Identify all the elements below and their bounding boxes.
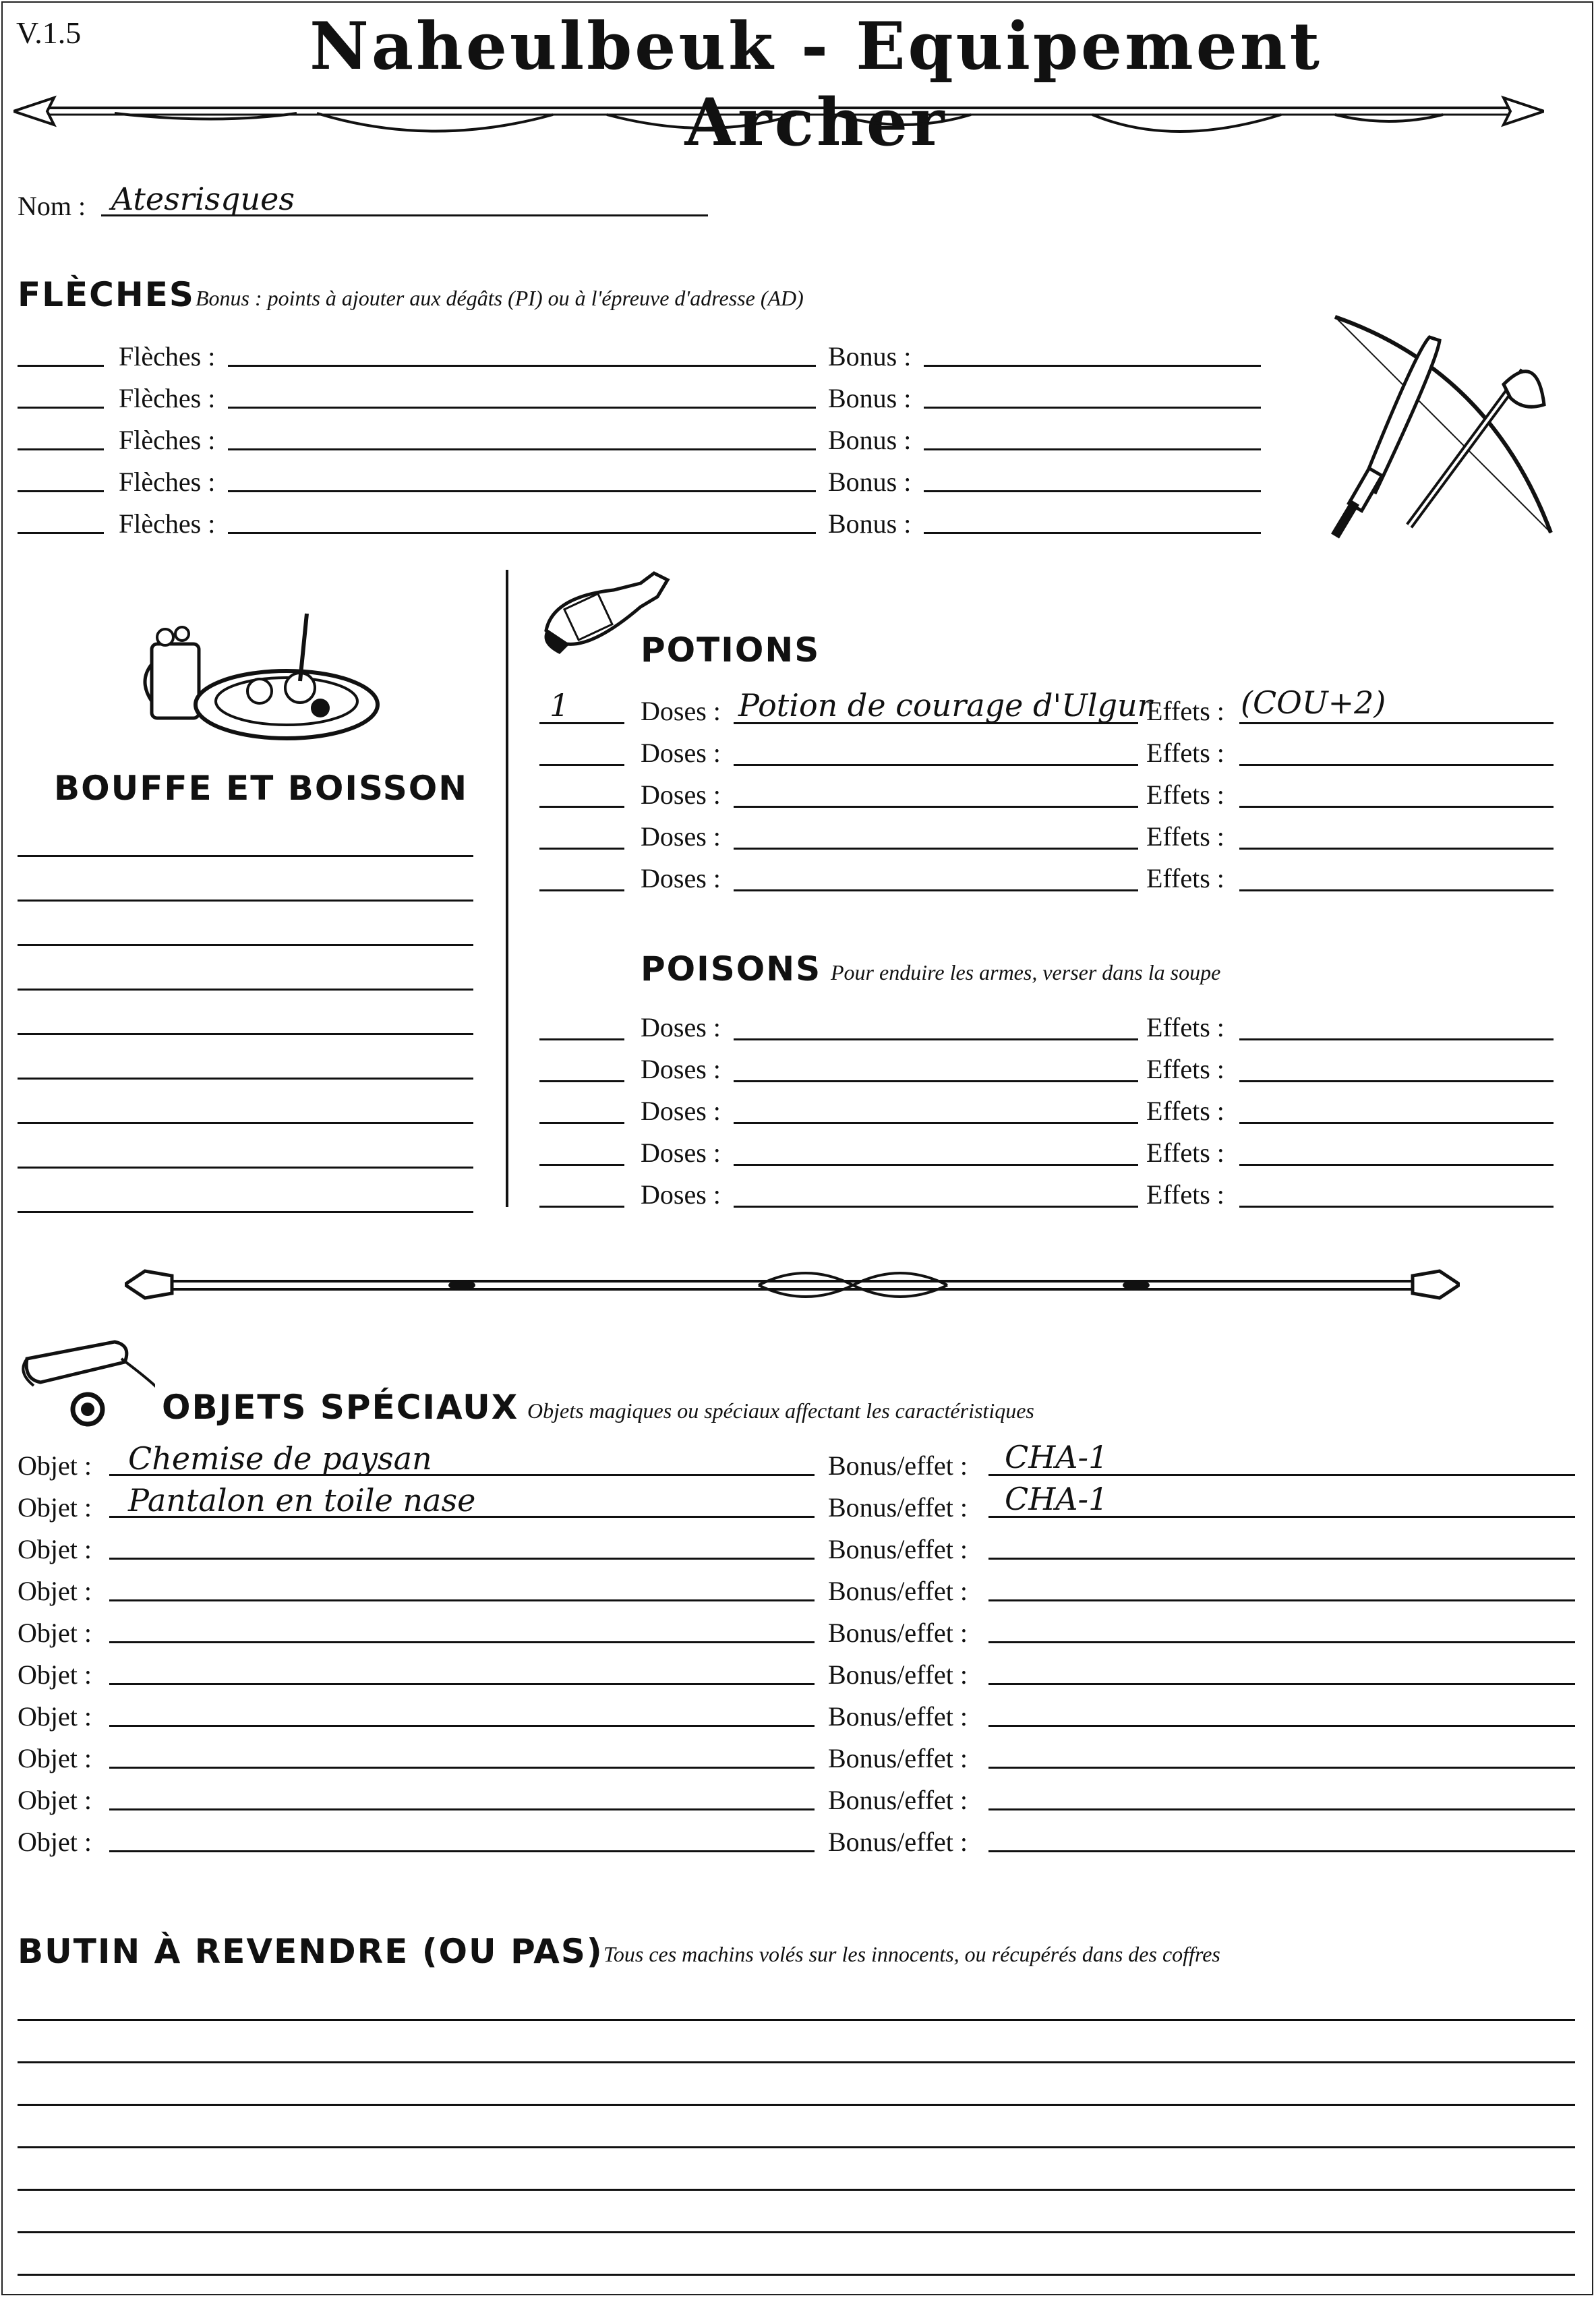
potion-qty-field[interactable]	[539, 889, 624, 891]
potion-doses-label: Doses :	[641, 738, 721, 768]
objets-subtitle: Objets magiques ou spéciaux affectant les caractéristiques	[527, 1398, 1034, 1423]
fleches-bonus-label: Bonus :	[828, 508, 912, 539]
objet-bonus-field[interactable]	[988, 1683, 1575, 1685]
bouffe-line-field[interactable]	[18, 900, 473, 902]
fleches-name-field[interactable]	[228, 407, 816, 409]
potion-name-field[interactable]	[734, 848, 1138, 850]
bouffe-line-field[interactable]	[18, 1078, 473, 1080]
objet-bonus-value[interactable]: CHA-1	[1005, 1481, 1109, 1517]
fleches-bonus-label: Bonus :	[828, 425, 912, 455]
poison-doses-label: Doses :	[641, 1054, 721, 1084]
scroll-and-ring-icon	[13, 1332, 155, 1433]
bouffe-line-field[interactable]	[18, 1211, 473, 1213]
objet-bonus-field[interactable]	[988, 1808, 1575, 1810]
butin-line-field[interactable]	[18, 2146, 1575, 2148]
objet-name-field[interactable]	[109, 1725, 815, 1727]
poison-qty-field[interactable]	[539, 1080, 624, 1082]
poison-doses-label: Doses :	[641, 1138, 721, 1168]
objet-name-field[interactable]	[109, 1558, 815, 1560]
potion-effet-field[interactable]	[1239, 889, 1554, 891]
potion-effet-field[interactable]	[1239, 806, 1554, 808]
objet-label: Objet :	[18, 1743, 92, 1773]
fleches-name-field[interactable]	[228, 365, 816, 367]
objet-label: Objet :	[18, 1785, 92, 1815]
objet-bonus-field[interactable]	[988, 1558, 1575, 1560]
objet-label: Objet :	[18, 1618, 92, 1648]
objet-bonus-label: Bonus/effet :	[828, 1618, 968, 1648]
objet-bonus-label: Bonus/effet :	[828, 1827, 968, 1857]
nom-field-value[interactable]: Atesrisques	[111, 181, 295, 217]
poison-effet-field[interactable]	[1239, 1164, 1554, 1166]
objet-name-field[interactable]	[109, 1641, 815, 1643]
objet-label: Objet :	[18, 1492, 92, 1523]
fleches-label: Flèches :	[119, 467, 216, 497]
potion-name-field[interactable]	[734, 889, 1138, 891]
bouffe-line-field[interactable]	[18, 1122, 473, 1124]
poison-effet-field[interactable]	[1239, 1038, 1554, 1040]
nom-label: Nom :	[18, 191, 86, 221]
bouffe-line-field[interactable]	[18, 1033, 473, 1035]
butin-line-field[interactable]	[18, 2061, 1575, 2063]
objet-name-value[interactable]: Pantalon en toile nase	[128, 1482, 476, 1519]
fleches-name-field[interactable]	[228, 532, 816, 534]
objet-bonus-field[interactable]	[988, 1599, 1575, 1601]
version-label: V.1.5	[16, 16, 82, 50]
poison-effets-label: Effets :	[1146, 1012, 1224, 1042]
potion-effets-label: Effets :	[1146, 779, 1224, 810]
bouffe-heading: BOUFFE ET BOISSON	[54, 769, 469, 808]
objet-label: Objet :	[18, 1534, 92, 1564]
potion-qty-field[interactable]	[539, 806, 624, 808]
poison-effet-field[interactable]	[1239, 1122, 1554, 1124]
potion-effet-field[interactable]	[1239, 848, 1554, 850]
butin-subtitle: Tous ces machins volés sur les innocents, ou récupérés dans des coffres	[603, 1942, 1220, 1966]
poison-name-field[interactable]	[734, 1080, 1138, 1082]
poison-name-field[interactable]	[734, 1038, 1138, 1040]
potion-doses-label: Doses :	[641, 821, 721, 852]
objet-label: Objet :	[18, 1659, 92, 1690]
fleches-bonus-label: Bonus :	[828, 383, 912, 413]
potion-name-value[interactable]: Potion de courage d'Ulgur	[738, 687, 1152, 724]
potion-name-field[interactable]	[734, 806, 1138, 808]
poison-doses-label: Doses :	[641, 1179, 721, 1210]
bouffe-line-field[interactable]	[18, 944, 473, 946]
potion-effets-label: Effets :	[1146, 696, 1224, 726]
fleches-label: Flèches :	[119, 341, 216, 372]
objet-bonus-field[interactable]	[988, 1641, 1575, 1643]
objets-heading: OBJETS SPÉCIAUX	[162, 1388, 519, 1427]
potion-effets-label: Effets :	[1146, 821, 1224, 852]
butin-line-field[interactable]	[18, 2019, 1575, 2021]
objet-bonus-label: Bonus/effet :	[828, 1743, 968, 1773]
potion-qty-field[interactable]	[539, 848, 624, 850]
poison-doses-label: Doses :	[641, 1012, 721, 1042]
poison-effets-label: Effets :	[1146, 1138, 1224, 1168]
objet-name-field[interactable]	[109, 1767, 815, 1769]
fleches-qty-field[interactable]	[18, 448, 104, 450]
potion-doses-label: Doses :	[641, 779, 721, 810]
poison-effet-field[interactable]	[1239, 1206, 1554, 1208]
objet-name-field[interactable]	[109, 1850, 815, 1852]
fleches-bonus-field[interactable]	[924, 365, 1261, 367]
fleches-bonus-field[interactable]	[924, 532, 1261, 534]
objet-bonus-label: Bonus/effet :	[828, 1534, 968, 1564]
fleches-bonus-field[interactable]	[924, 407, 1261, 409]
objet-bonus-label: Bonus/effet :	[828, 1450, 968, 1481]
potion-doses-label: Doses :	[641, 696, 721, 726]
potion-effets-label: Effets :	[1146, 863, 1224, 893]
poison-name-field[interactable]	[734, 1164, 1138, 1166]
fleches-qty-field[interactable]	[18, 490, 104, 492]
objet-bonus-label: Bonus/effet :	[828, 1701, 968, 1732]
poisons-heading: POISONS	[641, 949, 822, 989]
objet-name-field[interactable]	[109, 1808, 815, 1810]
potion-effet-field[interactable]	[1239, 722, 1554, 724]
potion-effets-label: Effets :	[1146, 738, 1224, 768]
objet-name-value[interactable]: Chemise de paysan	[128, 1440, 432, 1477]
objet-bonus-label: Bonus/effet :	[828, 1576, 968, 1606]
food-and-drink-icon	[138, 607, 381, 742]
poison-name-field[interactable]	[734, 1206, 1138, 1208]
objet-bonus-field[interactable]	[988, 1767, 1575, 1769]
fleches-label: Flèches :	[119, 383, 216, 413]
potions-heading: POTIONS	[641, 630, 821, 670]
poisons-subtitle: Pour enduire les armes, verser dans la soupe	[831, 960, 1221, 984]
bouffe-line-field[interactable]	[18, 1167, 473, 1169]
objet-label: Objet :	[18, 1450, 92, 1481]
fleches-name-field[interactable]	[228, 448, 816, 450]
arrow-ornament-icon	[13, 88, 1544, 148]
fleches-label: Flèches :	[119, 425, 216, 455]
fleches-qty-field[interactable]	[18, 407, 104, 409]
potion-qty-field[interactable]	[539, 764, 624, 766]
poison-effets-label: Effets :	[1146, 1179, 1224, 1210]
potion-qty-value[interactable]: 1	[550, 687, 570, 724]
poison-doses-label: Doses :	[641, 1096, 721, 1126]
poison-qty-field[interactable]	[539, 1122, 624, 1124]
fleches-label: Flèches :	[119, 508, 216, 539]
objet-label: Objet :	[18, 1701, 92, 1732]
objet-bonus-field[interactable]	[988, 1725, 1575, 1727]
butin-heading: BUTIN À REVENDRE (OU PAS)	[18, 1932, 603, 1971]
fleches-bonus-field[interactable]	[924, 448, 1261, 450]
fleches-qty-field[interactable]	[18, 365, 104, 367]
butin-line-field[interactable]	[18, 2104, 1575, 2106]
objet-label: Objet :	[18, 1576, 92, 1606]
bouffe-line-field[interactable]	[18, 989, 473, 991]
fleches-name-field[interactable]	[228, 490, 816, 492]
objet-bonus-label: Bonus/effet :	[828, 1492, 968, 1523]
poison-qty-field[interactable]	[539, 1164, 624, 1166]
potion-effet-value[interactable]: (COU+2)	[1241, 684, 1386, 721]
potion-name-field[interactable]	[734, 764, 1138, 766]
bouffe-line-field[interactable]	[18, 855, 473, 857]
page-title: Naheulbeuk - Equipement Archer	[309, 8, 1322, 160]
poison-effets-label: Effets :	[1146, 1096, 1224, 1126]
poison-effets-label: Effets :	[1146, 1054, 1224, 1084]
poison-qty-field[interactable]	[539, 1038, 624, 1040]
fleches-bonus-label: Bonus :	[828, 467, 912, 497]
objet-name-field[interactable]	[109, 1683, 815, 1685]
fleches-bonus-label: Bonus :	[828, 341, 912, 372]
crossed-weapons-icon	[1322, 310, 1571, 553]
objet-bonus-field[interactable]	[988, 1850, 1575, 1852]
fleches-heading: FLÈCHES	[18, 275, 195, 314]
column-divider	[506, 570, 508, 1207]
poison-qty-field[interactable]	[539, 1206, 624, 1208]
butin-line-field[interactable]	[18, 2189, 1575, 2191]
butin-line-field[interactable]	[18, 2231, 1575, 2233]
objet-bonus-label: Bonus/effet :	[828, 1785, 968, 1815]
objet-name-field[interactable]	[109, 1599, 815, 1601]
objet-label: Objet :	[18, 1827, 92, 1857]
poison-name-field[interactable]	[734, 1122, 1138, 1124]
potion-effet-field[interactable]	[1239, 764, 1554, 766]
fleches-qty-field[interactable]	[18, 532, 104, 534]
objet-bonus-value[interactable]: CHA-1	[1005, 1439, 1109, 1475]
poison-effet-field[interactable]	[1239, 1080, 1554, 1082]
butin-line-field[interactable]	[18, 2274, 1575, 2276]
potion-doses-label: Doses :	[641, 863, 721, 893]
fleches-bonus-field[interactable]	[924, 490, 1261, 492]
staff-ornament-icon	[125, 1261, 1460, 1308]
fleches-subtitle: Bonus : points à ajouter aux dégâts (PI) ou à l'épreuve d'adresse (AD)	[196, 286, 804, 310]
objet-bonus-label: Bonus/effet :	[828, 1659, 968, 1690]
